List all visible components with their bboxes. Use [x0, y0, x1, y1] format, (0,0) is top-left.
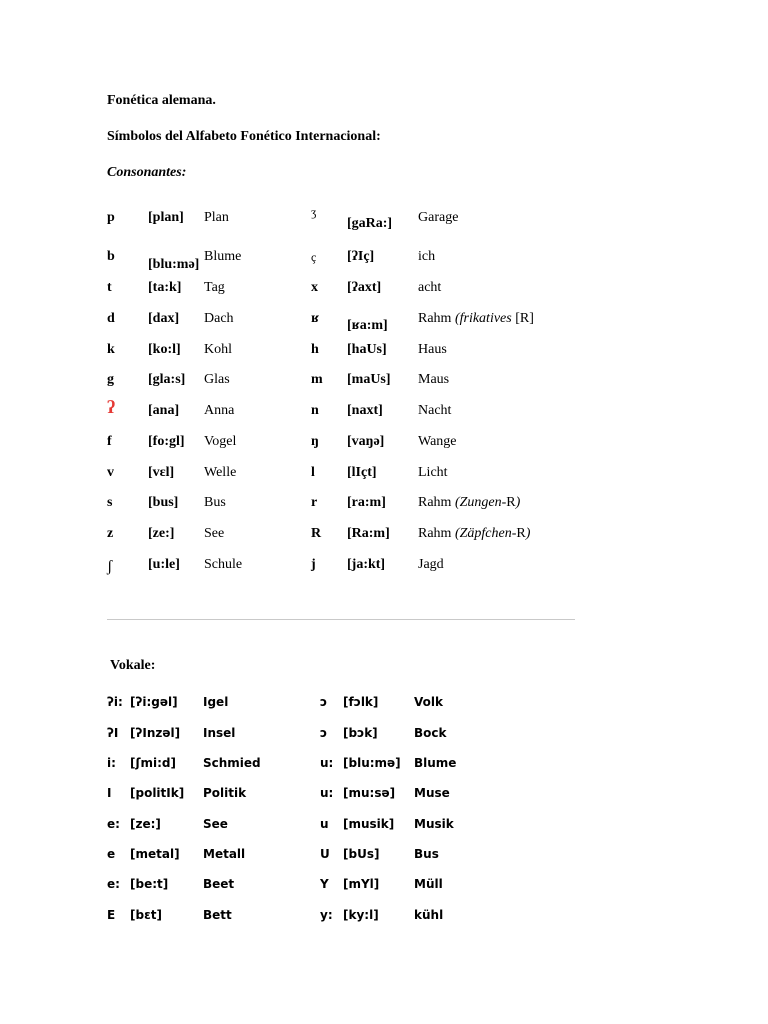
consonant-word [418, 465, 448, 481]
vowel-word: Bett [203, 908, 232, 922]
consonant-ipa: [ana] [148, 403, 180, 418]
consonant-word: See [204, 526, 225, 541]
vowel-ipa: [mu:sə] [343, 786, 396, 800]
vowel-word: Muse [414, 786, 450, 800]
consonant-word [418, 280, 441, 296]
consonant-word [418, 557, 444, 573]
vowel-ipa: [ky:l] [343, 908, 379, 922]
vowel-ipa: [ʃmi:d] [130, 756, 176, 770]
page-title: Fonética alemana. [107, 93, 216, 108]
consonant-ipa: [lIçt] [347, 465, 377, 480]
vowel-ipa: [ze:] [130, 817, 161, 831]
consonant-symbol: j [311, 557, 316, 572]
consonant-ipa: [ta:k] [148, 280, 182, 295]
subtitle: Símbolos del Alfabeto Fonético Internacional: [107, 129, 381, 144]
consonant-ipa: [blu:mə] [148, 257, 200, 272]
consonants-heading: Consonantes: [107, 165, 187, 180]
vowel-ipa: [metal] [130, 847, 180, 861]
consonant-symbol: ʁ [311, 311, 320, 326]
consonant-word-text: Rahm [418, 311, 452, 326]
consonant-word-text: Nacht [418, 403, 452, 418]
consonant-symbol: ç [311, 250, 317, 264]
consonant-symbol: z [107, 526, 114, 541]
consonant-word-text: Maus [418, 372, 450, 387]
consonant-word-text: ich [418, 249, 436, 264]
vowel-ipa: [be:t] [130, 877, 169, 891]
consonant-word: Kohl [204, 342, 232, 357]
consonant-ipa: [ʔaxt] [347, 280, 382, 295]
consonant-ipa: [u:le] [148, 557, 180, 572]
consonant-word-text: Haus [418, 342, 447, 357]
consonant-ipa: [ra:m] [347, 495, 386, 510]
vowel-word: Blume [414, 756, 457, 770]
vowel-word: Igel [203, 695, 229, 709]
consonant-word: Vogel [204, 434, 237, 449]
vowel-word: Beet [203, 877, 235, 891]
vowel-word: kühl [414, 908, 444, 922]
vowel-symbol: ɔ [320, 695, 328, 709]
vowel-ipa: [blu:mə] [343, 756, 401, 770]
consonant-word: Schule [204, 557, 243, 572]
vowel-ipa: [fɔlk] [343, 695, 379, 709]
consonant-ipa: [plan] [148, 210, 184, 225]
vowel-word: Bus [414, 847, 439, 861]
consonant-word [418, 372, 449, 388]
vowel-symbol: e: [107, 817, 120, 831]
consonant-symbol: f [107, 434, 112, 449]
vowel-word: Politik [203, 786, 247, 800]
vowel-symbol: ʔi: [107, 695, 123, 709]
consonant-symbol: s [107, 495, 113, 510]
consonant-word [418, 495, 520, 511]
consonant-note-end: ) [515, 495, 521, 510]
consonant-ipa: [ko:l] [148, 342, 181, 357]
consonant-ipa: [ja:kt] [347, 557, 386, 572]
vowel-word: Schmied [203, 756, 261, 770]
consonant-symbol: ŋ [311, 434, 319, 449]
vowel-word: Metall [203, 847, 246, 861]
consonant-symbol: ʒ [311, 205, 317, 219]
vowel-ipa: [ʔInzəl] [130, 726, 181, 740]
consonant-word: Dach [204, 311, 234, 326]
consonant-word: Anna [204, 403, 235, 418]
consonant-word: Tag [204, 280, 225, 295]
consonant-symbol: v [107, 465, 114, 480]
vowel-ipa: [musik] [343, 817, 395, 831]
consonant-word: Bus [204, 495, 226, 510]
vowel-symbol: I [107, 786, 112, 800]
consonant-symbol: x [311, 280, 318, 295]
consonant-ipa: [dax] [148, 311, 180, 326]
vowel-ipa: [politIk] [130, 786, 185, 800]
consonant-word-text: Garage [418, 210, 459, 225]
consonant-symbol: d [107, 311, 115, 326]
vowel-symbol: i: [107, 756, 116, 770]
consonant-word [418, 403, 451, 419]
vowel-ipa: [mYl] [343, 877, 380, 891]
vowel-word: Volk [414, 695, 443, 709]
vowel-word: Musik [414, 817, 454, 831]
consonant-word: Blume [204, 249, 242, 264]
consonant-symbol: t [107, 280, 112, 295]
consonant-symbol: n [311, 403, 319, 418]
consonant-word [418, 210, 458, 226]
consonant-ipa: [bus] [148, 495, 179, 510]
consonant-ipa: [haUs] [347, 342, 387, 357]
consonant-note: (Zäpfchen- [451, 526, 517, 541]
consonant-ipa: [maUs] [347, 372, 391, 387]
consonant-symbol: l [311, 465, 315, 480]
consonant-note-end: ) [525, 526, 531, 541]
vowel-word: See [203, 817, 228, 831]
consonant-symbol: ʔ [107, 397, 115, 417]
consonant-word-text: Licht [418, 465, 448, 480]
vowel-symbol: e: [107, 877, 120, 891]
consonant-word [418, 526, 530, 542]
vowel-symbol: e [107, 847, 116, 861]
consonant-word: Welle [204, 465, 237, 480]
vowel-symbol: U [320, 847, 330, 861]
vowel-symbol: y: [320, 908, 333, 922]
section-divider [107, 619, 575, 620]
consonant-ipa: [ʁa:m] [347, 318, 388, 333]
consonant-ipa: [fo:gl] [148, 434, 185, 449]
consonant-word-text: Wange [418, 434, 457, 449]
consonant-ipa: [gla:s] [148, 372, 186, 387]
vowel-symbol: u: [320, 756, 334, 770]
consonant-word-text: Jagd [418, 557, 444, 572]
vowel-word: Insel [203, 726, 236, 740]
consonant-word [418, 434, 457, 450]
vowels-heading: Vokale: [110, 658, 156, 673]
vowel-symbol: Y [320, 877, 329, 891]
consonant-word [418, 342, 447, 358]
vowel-ipa: [bɛt] [130, 908, 162, 922]
vowel-symbol: E [107, 908, 116, 922]
vowel-symbol: ɔ [320, 726, 328, 740]
consonant-symbol: h [311, 342, 319, 357]
consonant-word-text: Rahm [418, 495, 452, 510]
vowel-symbol: u: [320, 786, 334, 800]
consonant-ipa: [vaŋə] [347, 434, 385, 449]
consonant-note-letter: R [516, 526, 526, 541]
consonant-symbol: R [311, 526, 322, 541]
consonant-word-text: Rahm [418, 526, 452, 541]
consonant-note-letter: R [506, 495, 516, 510]
vowel-ipa: [bUs] [343, 847, 380, 861]
consonant-symbol: p [107, 210, 115, 225]
consonant-ipa: [Ra:m] [347, 526, 390, 541]
consonant-ipa: [ze:] [148, 526, 175, 541]
consonant-ipa: [vɛl] [148, 465, 175, 480]
consonant-word: Glas [204, 372, 230, 387]
consonant-note-letter: [R] [511, 311, 534, 326]
vowel-word: Bock [414, 726, 447, 740]
consonant-symbol: g [107, 372, 114, 387]
consonant-symbol: k [107, 342, 115, 357]
consonant-word: Plan [204, 210, 229, 225]
vowel-ipa: [ʔi:gəl] [130, 695, 178, 709]
consonant-symbol: m [311, 372, 323, 387]
consonant-note: (frikatives [451, 311, 512, 326]
consonant-note: (Zungen- [451, 495, 507, 510]
consonant-symbol: ʃ [107, 558, 113, 575]
consonant-ipa: [ʔIç] [347, 249, 375, 264]
consonant-symbol: r [311, 495, 318, 510]
vowel-ipa: [bɔk] [343, 726, 378, 740]
vowel-symbol: ʔI [107, 726, 119, 740]
consonant-symbol: b [107, 249, 115, 264]
consonant-word-text: acht [418, 280, 442, 295]
consonant-word [418, 311, 534, 327]
consonant-ipa: [naxt] [347, 403, 383, 418]
consonant-word [418, 249, 435, 265]
vowel-symbol: u [320, 817, 329, 831]
vowel-word: Müll [414, 877, 443, 891]
consonant-ipa: [gaRa:] [347, 216, 393, 231]
